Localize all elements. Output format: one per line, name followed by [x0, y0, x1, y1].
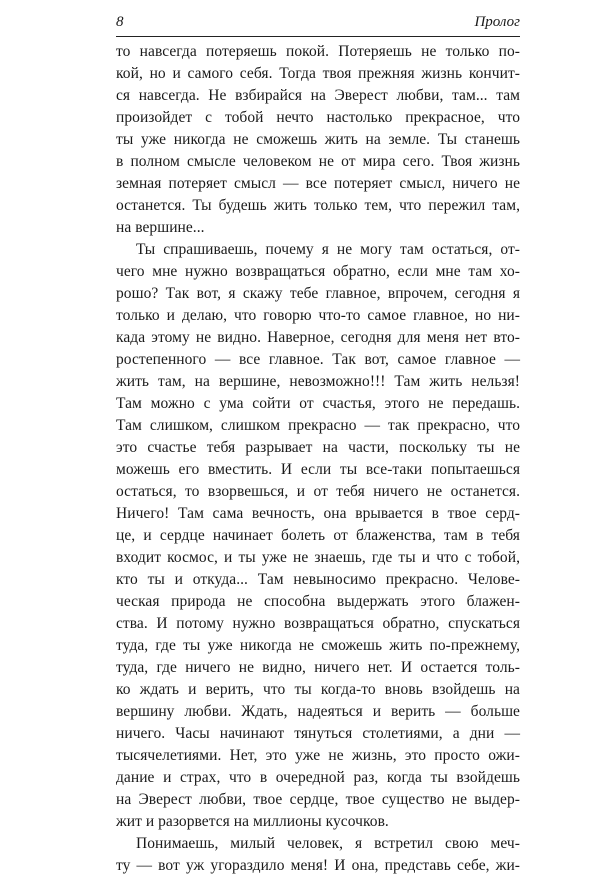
- text-line: туда, где ничего не видно, ничего нет. И остается толь-: [116, 659, 520, 676]
- text-line: остаться, то взорвешься, и от тебя ничего не останется.: [116, 483, 520, 500]
- text-line: это счастье тебя разрывает на части, поскольку ты не: [116, 439, 520, 456]
- text-line: туда, где ты уже никогда не сможешь жить по-прежнему,: [116, 637, 520, 654]
- text-line: ческая природа не способна выдержать этого блажен-: [116, 593, 520, 610]
- text-line: ты уже никогда не сможешь жить на земле. Ты станешь: [116, 131, 520, 148]
- text-line: только и делаю, что говорю что-то самое главное, но ни-: [116, 307, 520, 324]
- text-line: то навсегда потеряешь покой. Потеряешь не только по-: [116, 43, 520, 60]
- text-line: в полном смысле человеком не от мира сего. Твоя жизнь: [116, 153, 520, 170]
- text-line: дание и страх, что в очередной раз, когда ты взойдешь: [116, 769, 520, 786]
- text-line: жит и разорвется на миллионы кусочков.: [116, 813, 389, 830]
- text-line: рошо? Так вот, я скажу тебе главное, впрочем, сегодня я: [116, 285, 520, 302]
- paragraph-3: [116, 833, 520, 877]
- text-line: останется. Ты будешь жить только тем, что пережил там,: [116, 197, 520, 214]
- text-line: Понимаешь, милый человек, я встретил свою меч-: [136, 835, 520, 852]
- text-line: ничего. Часы начинают тянуться столетиями, а дни —: [116, 725, 520, 742]
- paragraph-1: [116, 41, 520, 239]
- text-line: када этому не видно. Наверное, сегодня для меня нет вто-: [116, 329, 520, 346]
- text-line: Там можно с ума сойти от счастья, этого не передашь.: [116, 395, 520, 412]
- text-line: ства. И потому нужно возвращаться обратно, спускаться: [116, 615, 520, 632]
- text-line: произойдет с тобой нечто настолько прекрасное, что: [116, 109, 520, 126]
- text-line: чего мне нужно возвращаться обратно, если мне там хо-: [116, 263, 520, 280]
- text-line: кой, но и самого себя. Тогда твоя прежняя жизнь кончит-: [116, 65, 520, 82]
- header-rule: [116, 36, 520, 37]
- text-line: на вершине...: [116, 219, 205, 236]
- text-line: входит космос, и ты уже не знаешь, где ты и что с тобой,: [116, 549, 520, 566]
- text-line: жить там, на вершине, невозможно!!! Там жить нельзя!: [116, 373, 520, 390]
- text-line: земная потеряет смысл — все потеряет смысл, ничего не: [116, 175, 520, 192]
- text-line: Там слишком, слишком прекрасно — так прекрасно, что: [116, 417, 520, 434]
- text-line: ту — вот уж угораздило меня! И она, представь себе, жи-: [116, 857, 520, 874]
- text-line: Ничего! Там сама вечность, она врывается в твое серд-: [116, 505, 520, 522]
- text-line: ростепенного — все главное. Так вот, самое главное —: [116, 351, 520, 368]
- text-line: це, и сердце начинает болеть от блаженства, там в тебя: [116, 527, 520, 544]
- text-line: ся навсегда. Не взбирайся на Эверест любви, там... там: [116, 87, 520, 104]
- paragraph-2: [116, 239, 520, 833]
- body-text: [116, 41, 520, 877]
- text-line: ко ждать и верить, что ты когда-то вновь взойдешь на: [116, 681, 520, 698]
- text-line: на Эверест любви, твое сердце, твое существо не выдер-: [116, 791, 520, 808]
- text-line: кто ты и откуда... Там невыносимо прекрасно. Челове-: [116, 571, 520, 588]
- text-line: Ты спрашиваешь, почему я не могу там остаться, от-: [136, 241, 520, 258]
- text-line: вершину любви. Ждать, надеяться и верить — больше: [116, 703, 520, 720]
- chapter-title: Пролог: [474, 14, 520, 30]
- running-head: [116, 14, 520, 36]
- text-line: можешь его вместить. И если ты все-таки попытаешься: [116, 461, 520, 478]
- page-number: 8: [116, 14, 124, 30]
- text-line: тысячелетиями. Нет, это уже не жизнь, это просто ожи-: [116, 747, 520, 764]
